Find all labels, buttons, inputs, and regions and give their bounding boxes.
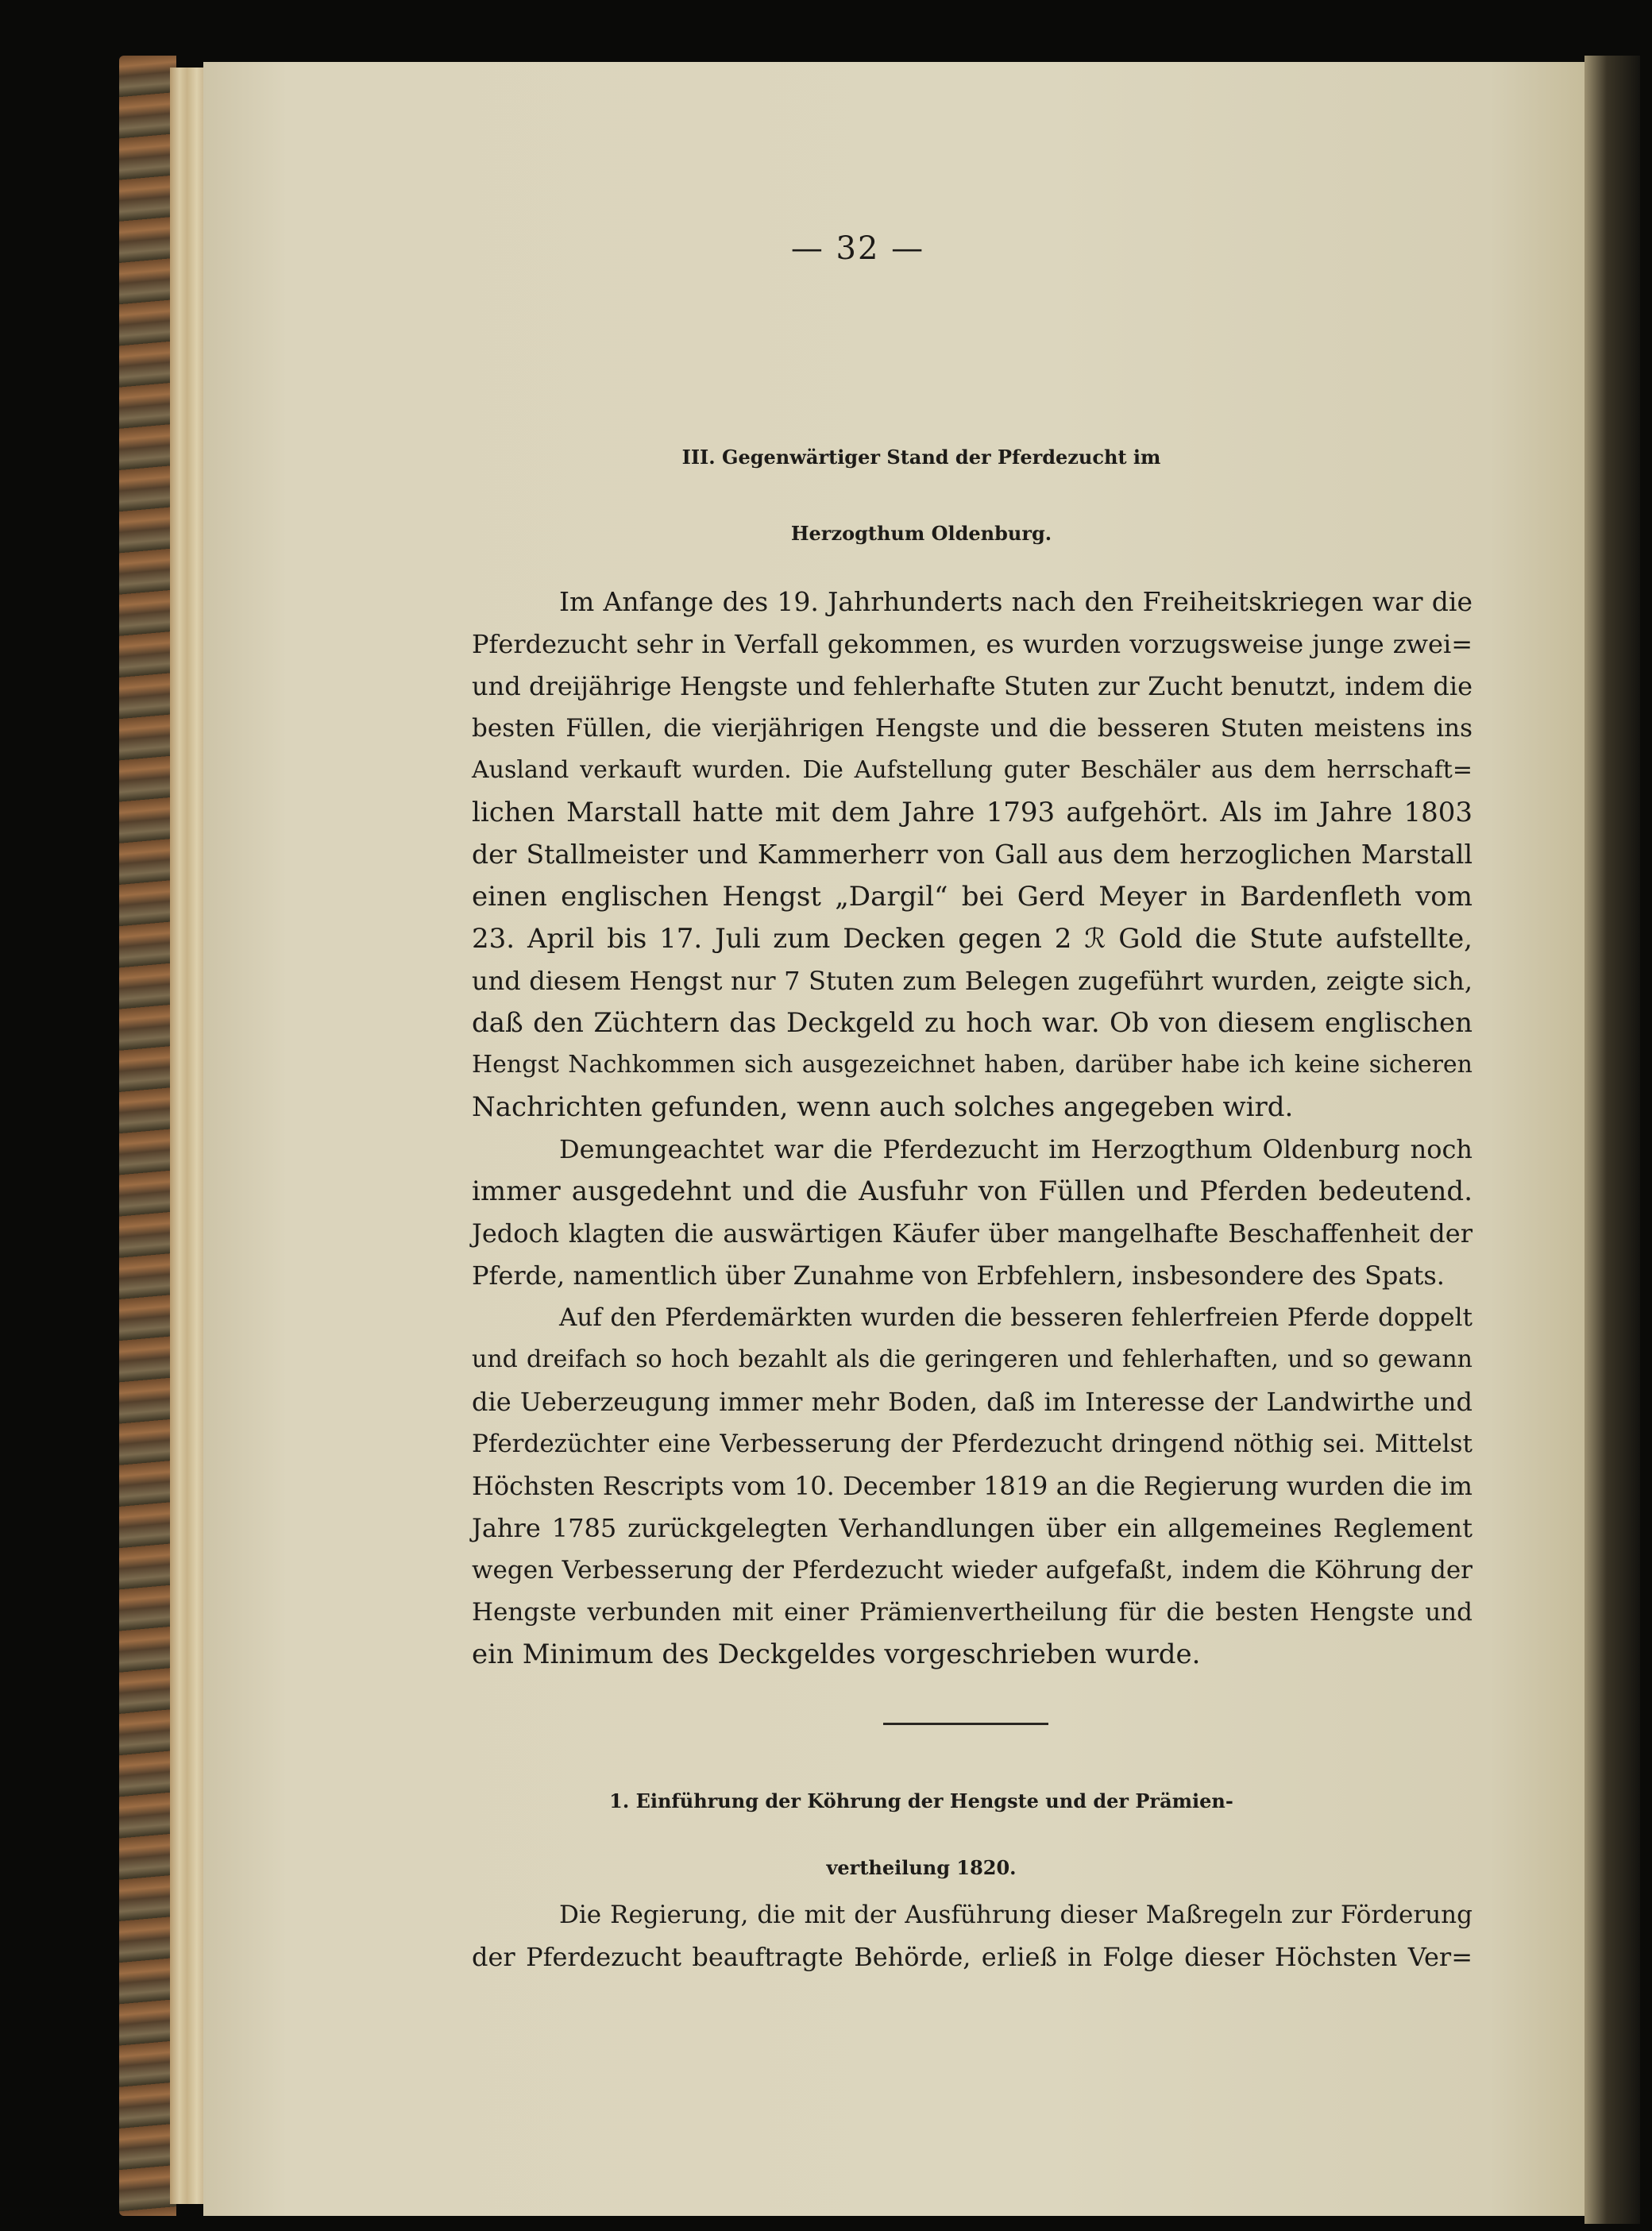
text-line: 23. April bis 17. Juli zum Decken gegen 2 ℛ Gold die Stute aufstellte, [472,923,1473,955]
text-line: ein Minimum des Deckgeldes vorgeschrieben wurde. [472,1639,1201,1670]
section-heading-line: Herzogthum Oldenburg. [790,522,1052,545]
text-line: Die Regierung, die mit der Ausführung dieser Maßregeln zur Förderung [559,1901,1473,1929]
text-line: Jahre 1785 zurückgelegten Verhandlungen über ein allgemeines Reglement [472,1513,1473,1543]
text-line: der Stallmeister und Kammerherr von Gall aus dem herzoglichen Marstall [472,839,1473,870]
text-line: besten Füllen, die vierjährigen Hengste und die besseren Stuten meistens ins [472,714,1473,743]
subsection-heading-line: 1. Einführung der Köhrung der Hengste und der Prämien- [609,1789,1233,1812]
page-gutter [1584,56,1640,2224]
text-line: einen englischen Hengst „Dargil“ bei Gerd Meyer in Bardenfleth vom [472,881,1473,913]
text-line: und diesem Hengst nur 7 Stuten zum Belegen zugeführt wurden, zeigte sich, [472,966,1473,996]
section-heading [477,419,1573,572]
text-line: Ausland verkauft wurden. Die Aufstellung guter Beschäler aus dem herrschaft= [472,756,1473,784]
subsection-heading [477,1768,1573,1901]
text-line: Pferde, namentlich über Zunahme von Erbfehlern, insbesondere des Spats. [472,1260,1445,1291]
text-line: immer ausgedehnt und die Ausfuhr von Füllen und Pferden bedeutend. [472,1175,1473,1207]
text-line: und dreijährige Hengste und fehlerhafte Stuten zur Zucht benutzt, indem die [472,671,1473,701]
text-line: Höchsten Rescripts vom 10. December 1819 an die Regierung wurden die im [472,1471,1473,1501]
text-line: Auf den Pferdemärkten wurden die besseren fehlerfreien Pferde doppelt [559,1303,1473,1332]
text-line: die Ueberzeugung immer mehr Boden, daß im Interesse der Landwirthe und [472,1387,1473,1417]
text-line: daß den Züchtern das Deckgeld zu hoch war. Ob von diesem englischen [472,1007,1473,1039]
text-line: Pferdezüchter eine Verbesserung der Pferdezucht dringend nöthig sei. Mittelst [472,1430,1473,1458]
book-spine [119,56,176,2216]
text-line: Nachrichten gefunden, wenn auch solches angegeben wird. [472,1091,1294,1123]
section-divider [883,1723,1048,1725]
text-line: wegen Verbesserung der Pferdezucht wieder aufgefaßt, indem die Köhrung der [472,1556,1473,1584]
text-line: Im Anfange des 19. Jahrhunderts nach den Freiheitskriegen war die [559,586,1473,617]
text-line: Demungeachtet war die Pferdezucht im Herzogthum Oldenburg noch [559,1134,1473,1164]
subsection-heading-line: vertheilung 1820. [826,1856,1017,1879]
page-number: — 32 — [790,230,925,267]
section-heading-line: III. Gegenwärtiger Stand der Pferdezucht im [681,446,1161,469]
text-line: und dreifach so hoch bezahlt als die geringeren und fehlerhaften, und so gewann [472,1345,1473,1373]
page-edges [170,68,208,2204]
text-line: Hengst Nachkommen sich ausgezeichnet haben, darüber habe ich keine sicheren [472,1051,1473,1079]
text-line: der Pferdezucht beauftragte Behörde, erließ in Folge dieser Höchsten Ver= [472,1942,1473,1972]
text-line: Jedoch klagten die auswärtigen Käufer über mangelhafte Beschaffenheit der [472,1218,1473,1249]
text-line: Pferdezucht sehr in Verfall gekommen, es wurden vorzugsweise junge zwei= [472,629,1473,659]
text-line: Hengste verbunden mit einer Prämienvertheilung für die besten Hengste und [472,1598,1473,1627]
text-line: lichen Marstall hatte mit dem Jahre 1793 aufgehört. Als im Jahre 1803 [472,797,1473,828]
